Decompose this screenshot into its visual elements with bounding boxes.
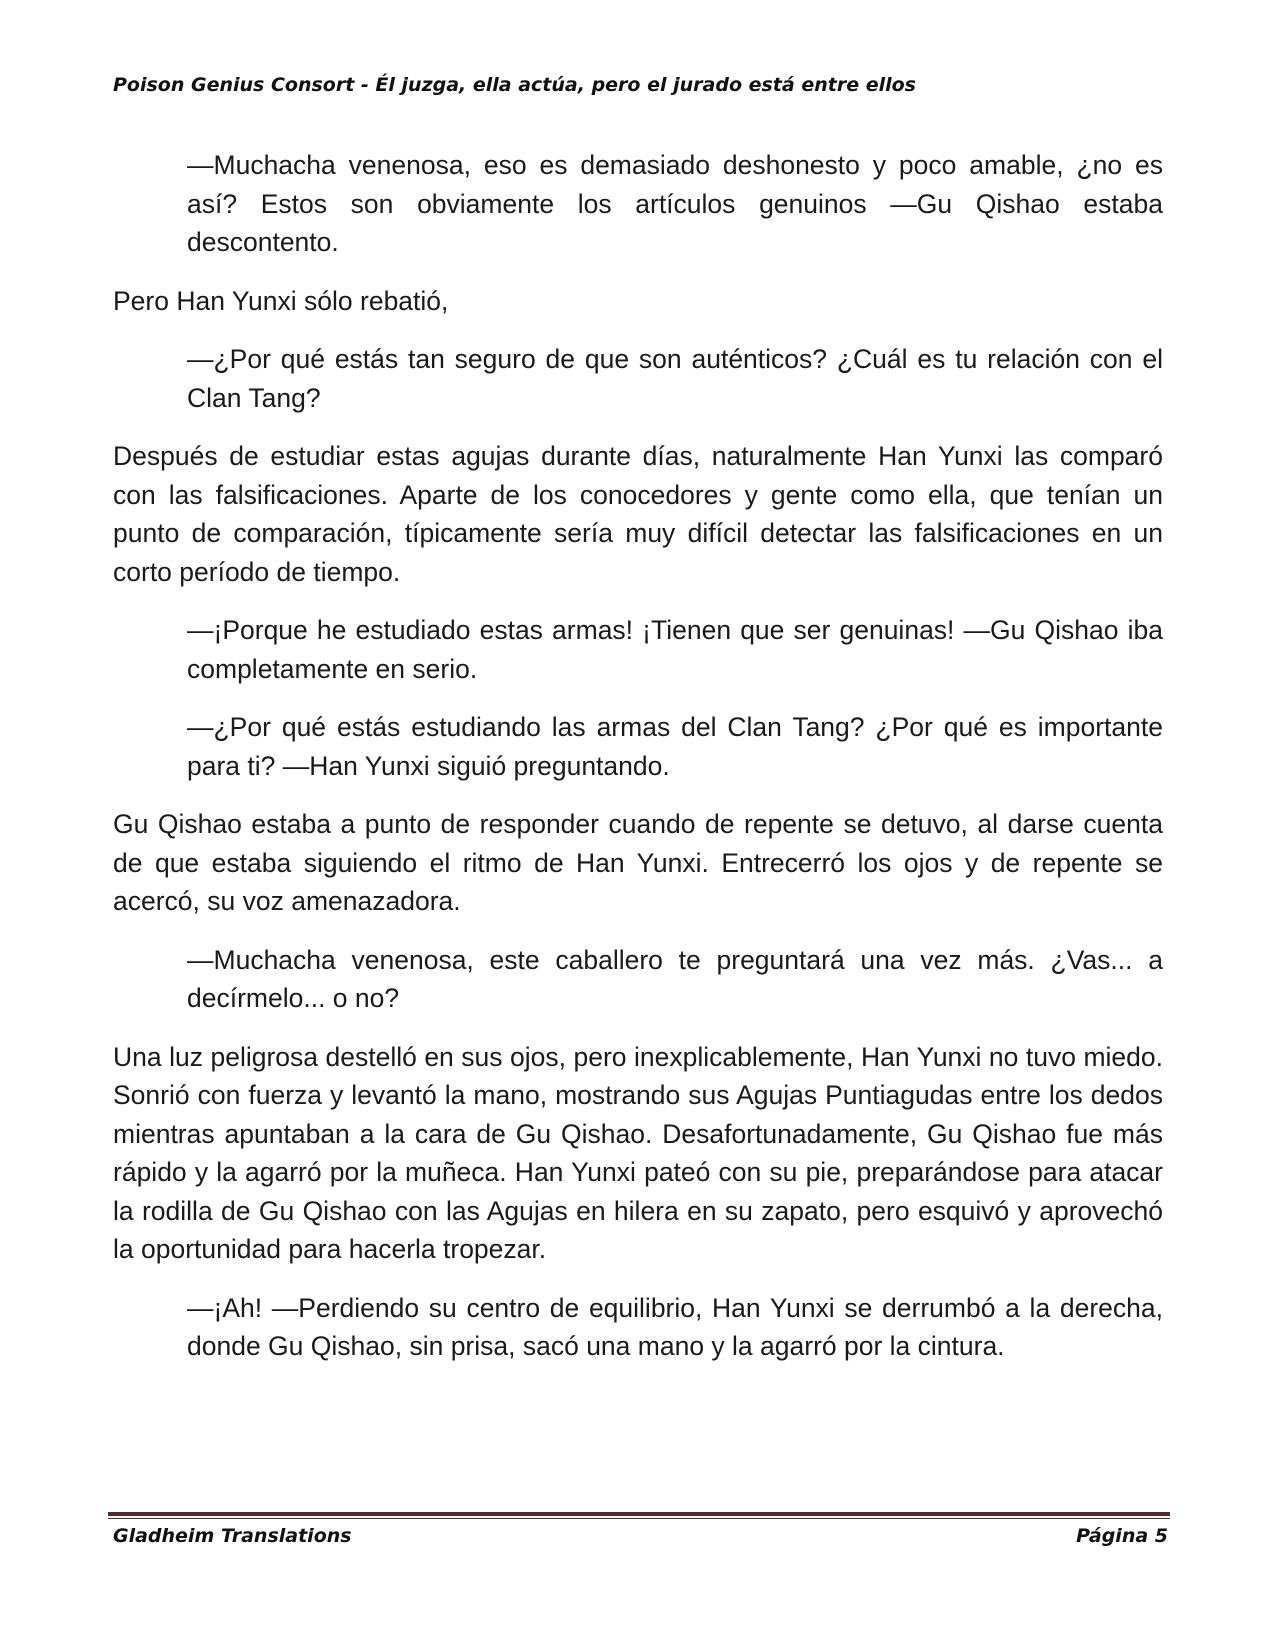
paragraph: Pero Han Yunxi sólo rebatió, — [113, 285, 449, 316]
footer-divider — [108, 1512, 1170, 1520]
paragraph: —Muchacha venenosa, este caballero te preguntará una vez más. ¿Vas... a decírmelo... o no? — [187, 944, 1163, 1013]
paragraph: Después de estudiar estas agujas durante días, naturalmente Han Yunxi las comparó con las falsificaciones. Aparte de los conocedores y gente como ella, que tenían un punto de comparación, típicamente sería muy difícil detectar las falsificaciones en un corto período de tiempo. — [113, 441, 1163, 587]
paragraph: —¿Por qué estás estudiando las armas del Clan Tang? ¿Por qué es importante para ti? —Han Yunxi siguió preguntando. — [187, 712, 1163, 781]
footer-page-number: Página 5 — [1076, 1525, 1168, 1547]
footer-publisher: Gladheim Translations — [113, 1525, 352, 1547]
header-title: Poison Genius Consort - Él juzga, ella actúa, pero el jurado está entre ellos — [113, 74, 916, 96]
paragraph: Gu Qishao estaba a punto de responder cuando de repente se detuvo, al darse cuenta de que estaba siguiendo el ritmo de Han Yunxi. Entrecerró los ojos y de repente se acercó, su voz amenazadora. — [113, 809, 1163, 916]
footer-divider-thin — [108, 1518, 1170, 1519]
paragraph: —Muchacha venenosa, eso es demasiado deshonesto y poco amable, ¿no es así? Estos son obviamente los artículos genuinos —Gu Qishao estaba descontento. — [187, 150, 1163, 257]
paragraph: Una luz peligrosa destelló en sus ojos, pero inexplicablemente, Han Yunxi no tuvo miedo. Sonrió con fuerza y levantó la mano, mostrando sus Agujas Puntiagudas entre los dedos mientras apuntaban a la cara de Gu Qishao. Desafortunadamente, Gu Qishao fue más rápido y la agarró por la muñeca. Han Yunxi pateó con su pie, preparándose para atacar la rodilla de Gu Qishao con las Agujas en hilera en su zapato, pero esquivó y aprovechó la oportunidad para hacerla tropezar. — [113, 1041, 1163, 1264]
paragraph: —¡Ah! —Perdiendo su centro de equilibrio, Han Yunxi se derrumbó a la derecha, donde Gu Qishao, sin prisa, sacó una mano y la agarró por la cintura. — [187, 1292, 1163, 1361]
footer-divider-thick — [108, 1512, 1170, 1516]
paragraph: —¿Por qué estás tan seguro de que son auténticos? ¿Cuál es tu relación con el Clan Tang? — [187, 344, 1163, 413]
paragraph: —¡Porque he estudiado estas armas! ¡Tienen que ser genuinas! —Gu Qishao iba completamente en serio. — [187, 615, 1163, 684]
body-content — [113, 146, 1163, 1386]
